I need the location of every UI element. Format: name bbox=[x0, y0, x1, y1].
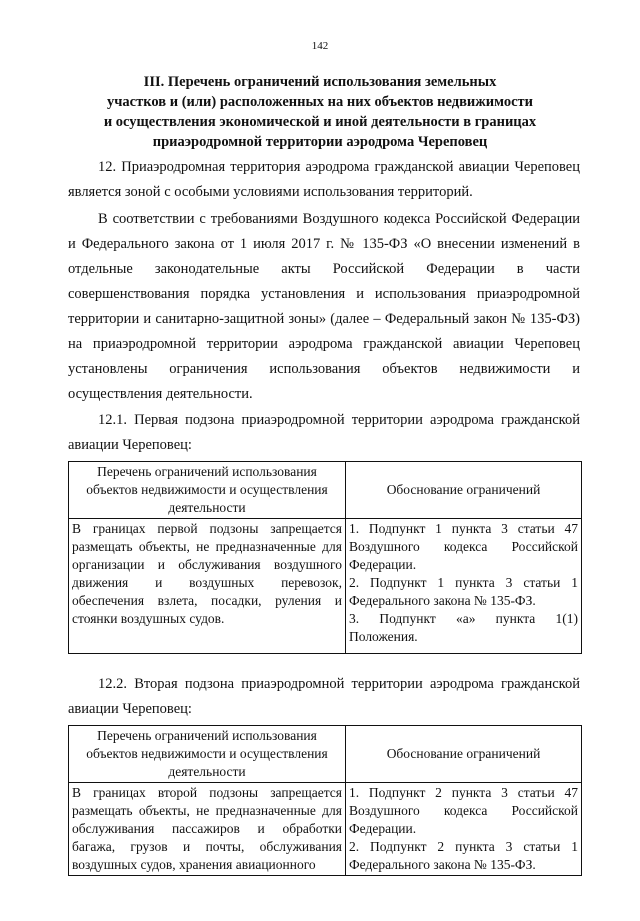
paragraph-12-1: 12.1. Первая подзона приаэродромной территории аэродрома гражданской авиации Череповец: bbox=[68, 412, 580, 453]
basis-item: 1. Подпункт 1 пункта 3 статьи 47 Воздушного кодекса Российской Федерации. bbox=[349, 521, 578, 572]
header-restrictions: Перечень ограничений использования объектов недвижимости и осуществления деятельности bbox=[69, 462, 346, 519]
paragraph-law: В соответствии с требованиями Воздушного кодекса Российской Федерации и Федерального закона от 1 июля 2017 г. № 135-ФЗ «О внесении изменений в отдельные законодательные акты Российской Федерации в части совершенствования порядка установления и использования приаэродромной территории и санитарно-защитной зоны» (далее – Федеральный закон № 135-ФЗ) на приаэродромной территории аэродрома гражданской авиации Череповец установлены ограничения использования объектов недвижимости и осуществления деятельности. bbox=[68, 211, 580, 402]
heading-line: участков и (или) расположенных на них объектов недвижимости bbox=[106, 94, 533, 110]
section-heading bbox=[60, 72, 580, 152]
paragraph-12-2: 12.2. Вторая подзона приаэродромной территории аэродрома гражданской авиации Череповец: bbox=[68, 676, 580, 717]
table-row bbox=[69, 519, 582, 654]
basis-item: 2. Подпункт 2 пункта 3 статьи 1 Федерального закона № 135-ФЗ. bbox=[349, 839, 578, 872]
basis-cell bbox=[346, 783, 582, 876]
basis-cell bbox=[346, 519, 582, 654]
header-restrictions: Перечень ограничений использования объектов недвижимости и осуществления деятельности bbox=[69, 726, 346, 783]
table-row bbox=[69, 783, 582, 876]
basis-item: 3. Подпункт «а» пункта 1(1) Положения. bbox=[349, 611, 578, 644]
heading-line: III. Перечень ограничений использования земельных bbox=[143, 74, 497, 90]
page-number: 142 bbox=[311, 40, 329, 52]
paragraph-12: 12. Приаэродромная территория аэродрома гражданской авиации Череповец является зоной с особыми условиями использования территорий. bbox=[68, 159, 580, 200]
header-basis: Обоснование ограничений bbox=[346, 726, 582, 783]
table-first-subzone bbox=[68, 461, 582, 654]
table-second-subzone bbox=[68, 725, 582, 876]
heading-line: и осуществления экономической и иной деятельности в границах bbox=[103, 114, 537, 130]
header-basis: Обоснование ограничений bbox=[346, 462, 582, 519]
table-header-row bbox=[69, 462, 582, 519]
basis-item: 2. Подпункт 1 пункта 3 статьи 1 Федерального закона № 135-ФЗ. bbox=[349, 575, 578, 608]
restriction-cell: В границах второй подзоны запрещается размещать объекты, не предназначенные для обслуживания пассажиров и обработки багажа, грузов и почты, обслуживания воздушных судов, хранения авиационного bbox=[69, 783, 346, 876]
basis-item: 1. Подпункт 2 пункта 3 статьи 47 Воздушного кодекса Российской Федерации. bbox=[349, 785, 578, 836]
table-header-row bbox=[69, 726, 582, 783]
restriction-cell: В границах первой подзоны запрещается размещать объекты, не предназначенные для организации и обслуживания воздушного движения и воздушных перевозок, обеспечения взлета, посадки, руления и стоянки воздушных судов. bbox=[69, 519, 346, 654]
heading-line: приаэродромной территории аэродрома Череповец bbox=[152, 134, 488, 150]
